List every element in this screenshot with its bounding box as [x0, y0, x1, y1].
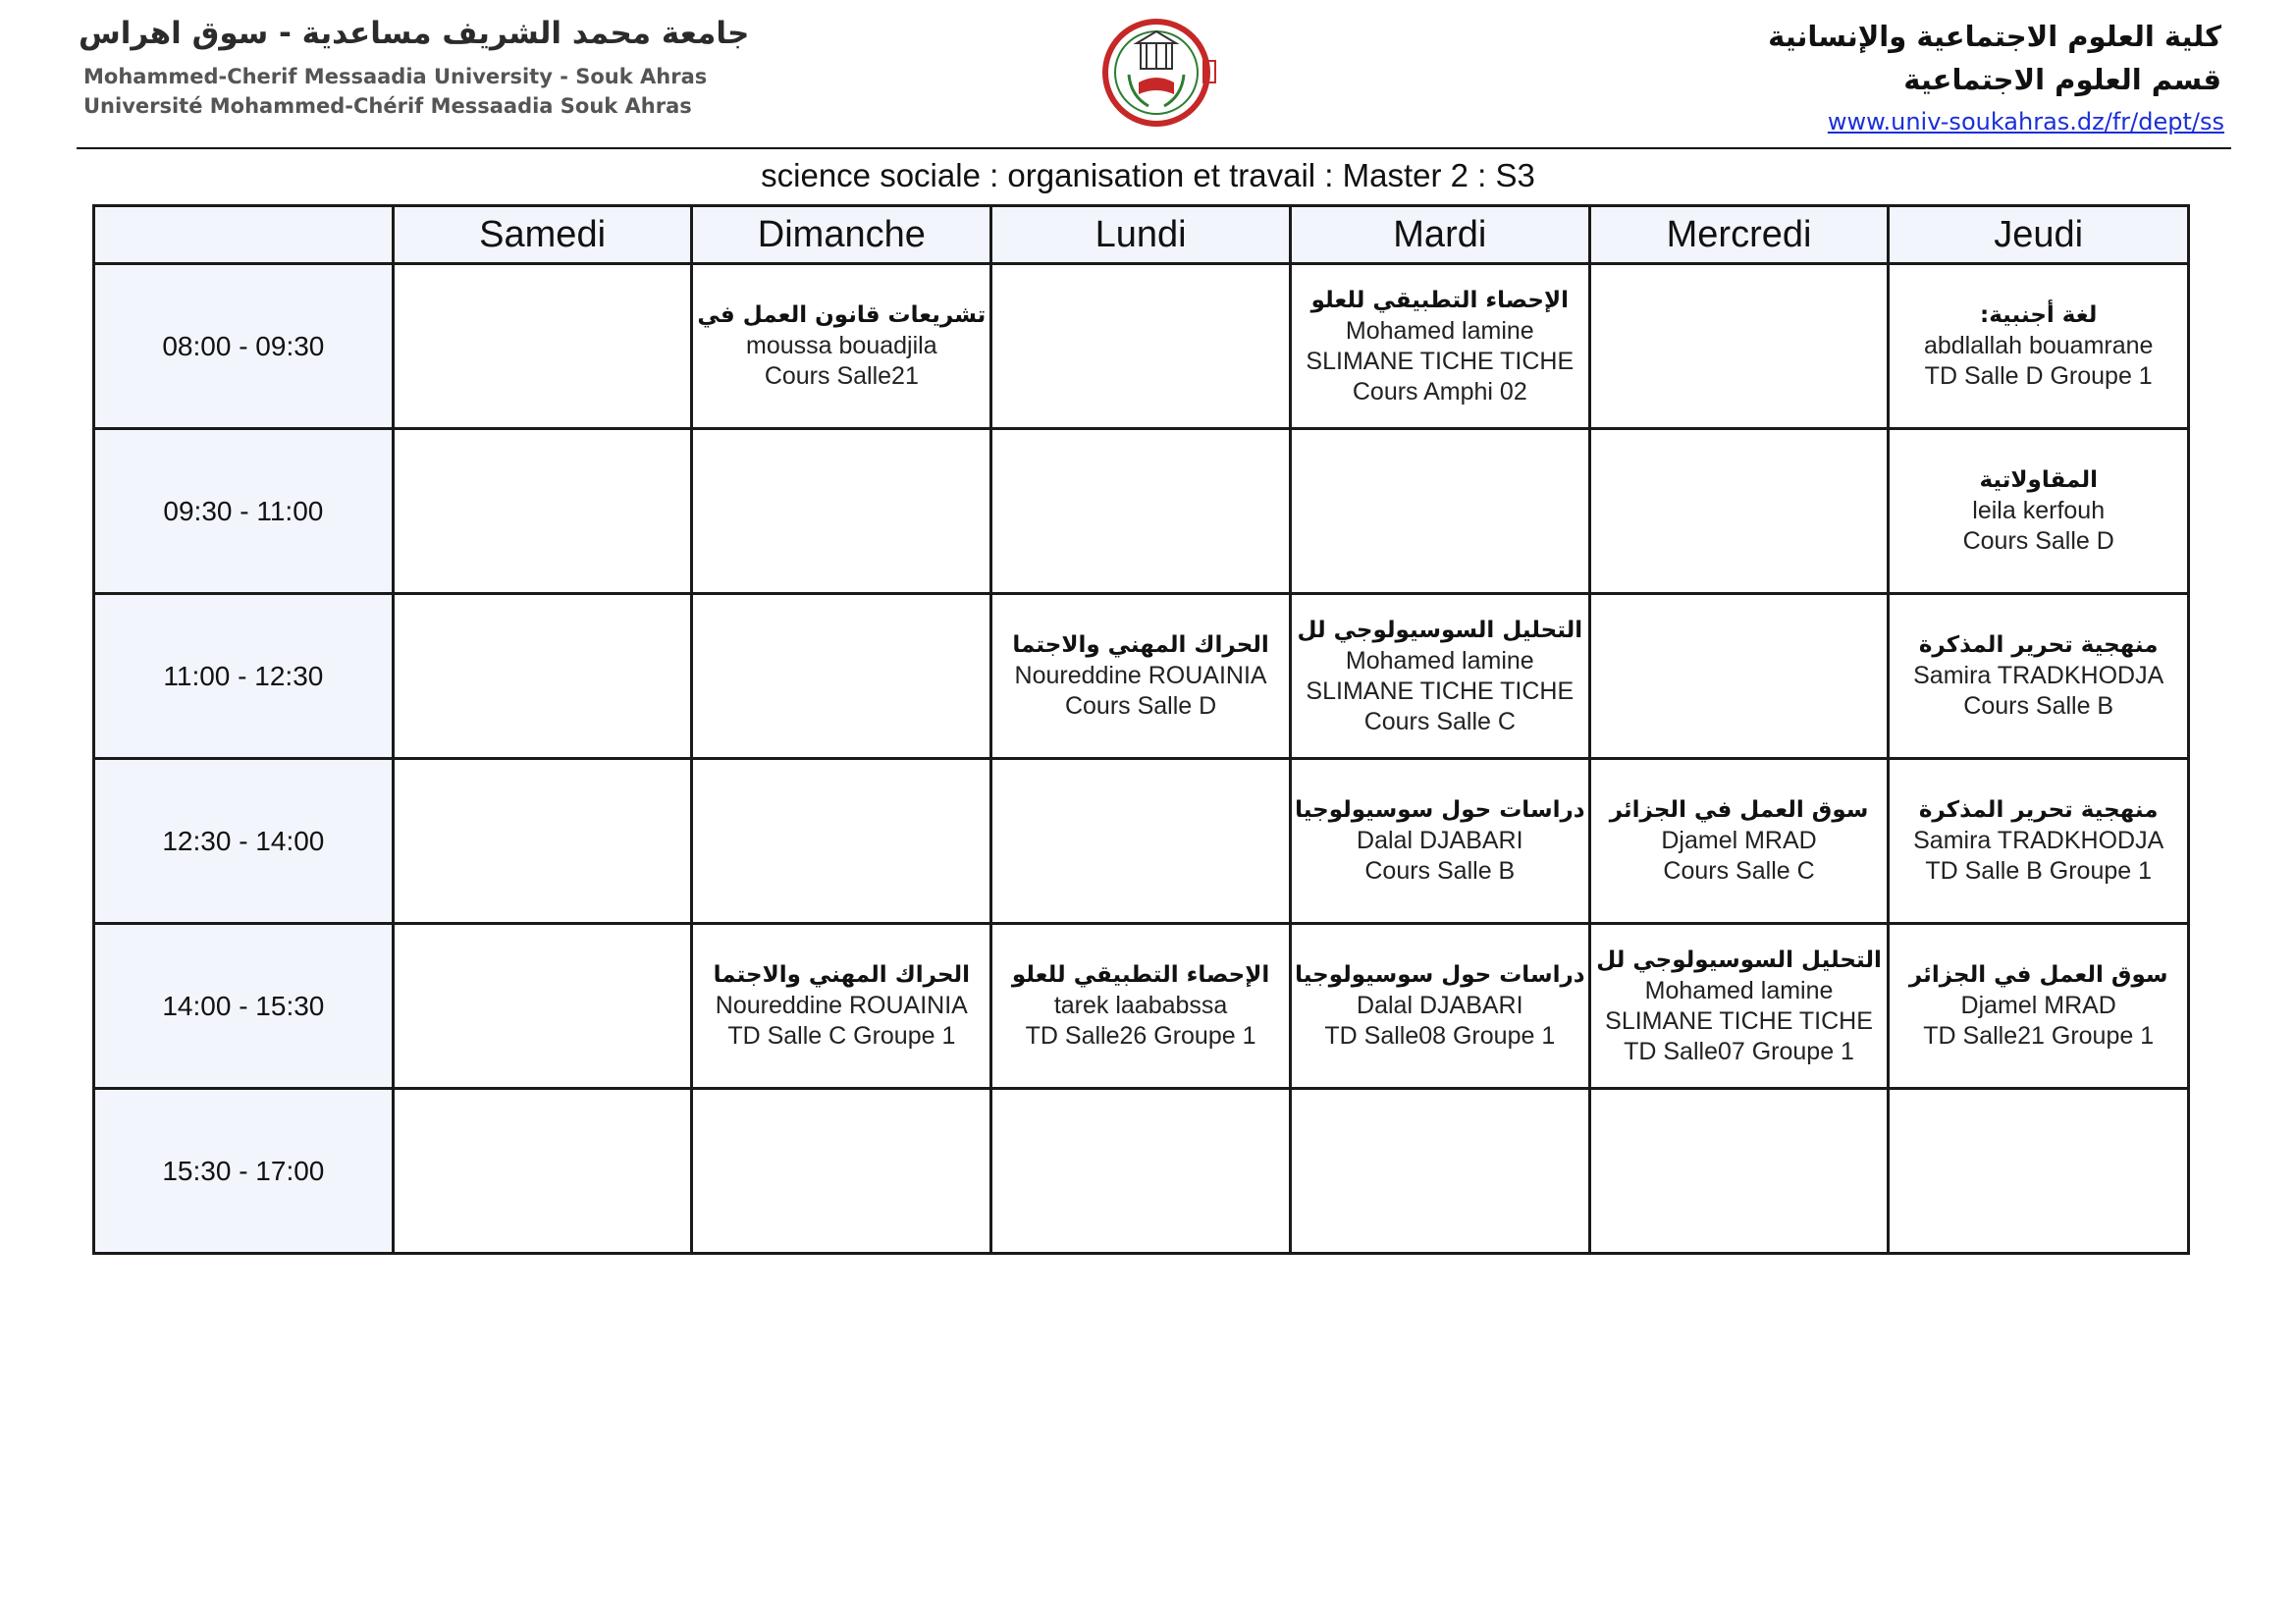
course-cell: [1889, 924, 2189, 1089]
time-slot-row: [94, 264, 2189, 429]
course-title: دراسات حول سوسيولوجيا: [1295, 797, 1585, 823]
time-slot-row: [94, 759, 2189, 924]
course-detail: Cours Salle B: [1364, 857, 1516, 885]
document-header: [0, 0, 2296, 157]
course-detail: Noureddine ROUAINIA: [715, 992, 968, 1019]
course-detail: tarek laababssa: [1053, 992, 1228, 1019]
course-detail: Cours Salle B: [1963, 692, 2114, 720]
day-header: Samedi: [393, 206, 692, 264]
day-header: Lundi: [991, 206, 1291, 264]
time-slot-label: 09:30 - 11:00: [94, 429, 394, 594]
empty-cell: [991, 759, 1291, 924]
course-cell: [1889, 594, 2189, 759]
course-detail: Mohamed lamine: [1345, 316, 1534, 345]
course-title: منهجية تحرير المذكرة: [1918, 632, 2159, 658]
empty-cell: [1889, 1089, 2189, 1254]
empty-cell: [1589, 264, 1889, 429]
course-title: سوق العمل في الجزائر: [1609, 797, 1869, 823]
course-detail: Noureddine ROUAINIA: [1014, 662, 1267, 689]
empty-cell: [692, 429, 991, 594]
empty-cell: [393, 594, 692, 759]
course-cell: [1589, 759, 1889, 924]
course-cell: [1889, 759, 2189, 924]
empty-cell: [393, 924, 692, 1089]
course-detail: SLIMANE TICHE TICHE: [1605, 1006, 1873, 1035]
course-detail: TD Salle08 Groupe 1: [1324, 1022, 1556, 1050]
day-header: Jeudi: [1889, 206, 2189, 264]
time-slot-label: 08:00 - 09:30: [94, 264, 394, 429]
course-detail: leila kerfouh: [1972, 497, 2106, 524]
course-detail: SLIMANE TICHE TICHE: [1306, 347, 1575, 375]
course-detail: Mohamed lamine: [1345, 646, 1534, 675]
course-detail: TD Salle C Groupe 1: [727, 1022, 956, 1050]
course-cell: [991, 924, 1291, 1089]
course-cell: [1290, 594, 1589, 759]
time-slot-label: 15:30 - 17:00: [94, 1089, 394, 1254]
day-header: Mercredi: [1589, 206, 1889, 264]
empty-cell: [991, 429, 1291, 594]
course-detail: Dalal DJABARI: [1357, 827, 1523, 854]
course-detail: abdlallah bouamrane: [1923, 332, 2154, 359]
time-slot-row: [94, 429, 2189, 594]
empty-cell: [991, 264, 1291, 429]
course-detail: TD Salle B Groupe 1: [1925, 857, 2153, 885]
time-slot-label: 14:00 - 15:30: [94, 924, 394, 1089]
empty-cell: [1589, 429, 1889, 594]
course-detail: Cours Salle D: [1064, 692, 1217, 720]
course-cell: [1589, 924, 1889, 1089]
empty-cell: [692, 759, 991, 924]
course-cell: [1290, 759, 1589, 924]
course-detail: SLIMANE TICHE TICHE: [1306, 677, 1575, 705]
course-detail: Cours Salle21: [764, 362, 919, 390]
department-name-arabic: قسم العلوم الاجتماعية: [1903, 63, 2221, 96]
corner-cell: [94, 206, 394, 264]
course-cell: [991, 594, 1291, 759]
day-header: Mardi: [1290, 206, 1589, 264]
time-slot-label: 12:30 - 14:00: [94, 759, 394, 924]
header-divider: [77, 147, 2231, 149]
course-detail: Mohamed lamine: [1644, 976, 1834, 1004]
course-cell: [1889, 264, 2189, 429]
time-slot-row: [94, 924, 2189, 1089]
empty-cell: [692, 594, 991, 759]
timetable-title: science sociale : organisation et travail : Master 2 : S3: [761, 157, 1535, 193]
day-header: Dimanche: [692, 206, 991, 264]
empty-cell: [393, 1089, 692, 1254]
time-slot-label: 11:00 - 12:30: [94, 594, 394, 759]
course-title: المقاولاتية: [1979, 467, 2098, 493]
course-title: الإحصاء التطبيقي للعلو: [1011, 962, 1270, 988]
course-title: سوق العمل في الجزائر: [1908, 962, 2168, 988]
course-title: الحراك المهني والاجتما: [713, 962, 971, 988]
course-detail: moussa bouadjila: [746, 332, 937, 359]
course-detail: Djamel MRAD: [1661, 827, 1817, 854]
course-title: الحراك المهني والاجتما: [1012, 632, 1269, 658]
university-seal-icon: [1097, 14, 1225, 130]
empty-cell: [393, 429, 692, 594]
course-detail: TD Salle21 Groupe 1: [1923, 1022, 2155, 1050]
course-detail: Djamel MRAD: [1960, 992, 2116, 1019]
course-detail: TD Salle26 Groupe 1: [1025, 1022, 1256, 1050]
timetable: [92, 204, 2190, 1255]
course-cell: [692, 924, 991, 1089]
time-slot-row: [94, 1089, 2189, 1254]
university-name-french: Université Mohammed-Chérif Messaadia Souk Ahras: [83, 94, 692, 118]
empty-cell: [1290, 1089, 1589, 1254]
university-name-arabic: جامعة محمد الشريف مساعدية - سوق اهراس: [79, 16, 750, 51]
course-title: التحليل السوسيولوجي لل: [1596, 947, 1882, 973]
course-detail: Cours Salle C: [1663, 857, 1815, 885]
course-detail: Dalal DJABARI: [1357, 992, 1523, 1019]
empty-cell: [393, 264, 692, 429]
course-detail: Cours Salle D: [1962, 527, 2114, 555]
course-detail: TD Salle07 Groupe 1: [1624, 1037, 1854, 1065]
empty-cell: [692, 1089, 991, 1254]
course-title: التحليل السوسيولوجي لل: [1297, 617, 1583, 643]
course-detail: Samira TRADKHODJA: [1913, 662, 2164, 689]
time-slot-row: [94, 594, 2189, 759]
empty-cell: [1589, 1089, 1889, 1254]
course-title: تشريعات قانون العمل في: [697, 302, 987, 328]
day-header-row: [94, 206, 2189, 264]
empty-cell: [1589, 594, 1889, 759]
course-detail: Samira TRADKHODJA: [1913, 827, 2164, 854]
course-detail: Cours Salle C: [1363, 707, 1516, 735]
course-cell: [692, 264, 991, 429]
course-title: الإحصاء التطبيقي للعلو: [1310, 287, 1569, 313]
course-detail: TD Salle D Groupe 1: [1924, 362, 2153, 390]
empty-cell: [393, 759, 692, 924]
course-title: منهجية تحرير المذكرة: [1918, 797, 2159, 823]
department-website-link[interactable]: www.univ-soukahras.dz/fr/dept/ss: [1827, 108, 2224, 135]
course-cell: [1889, 429, 2189, 594]
course-detail: Cours Amphi 02: [1352, 377, 1527, 406]
course-title: لغة أجنبية:: [1980, 302, 2098, 328]
empty-cell: [991, 1089, 1291, 1254]
faculty-name-arabic: كلية العلوم الاجتماعية والإنسانية: [1768, 20, 2221, 53]
course-cell: [1290, 264, 1589, 429]
university-name-english: Mohammed-Cherif Messaadia University - Souk Ahras: [83, 65, 708, 88]
course-cell: [1290, 924, 1589, 1089]
empty-cell: [1290, 429, 1589, 594]
course-title: دراسات حول سوسيولوجيا: [1295, 962, 1585, 988]
